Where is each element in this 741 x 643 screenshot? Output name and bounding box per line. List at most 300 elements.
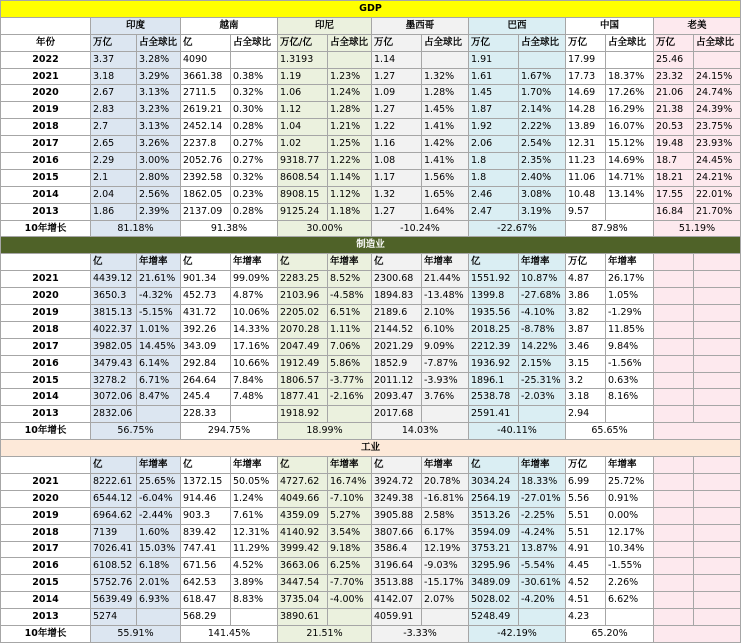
value-cell: 8908.15 [278,186,328,203]
value-cell [694,609,741,626]
value-cell: 4359.09 [278,507,328,524]
value-cell: 2.39% [137,203,181,220]
growth-value: -10.24% [372,220,469,237]
value-cell: -16.81% [422,490,469,507]
value-cell: 264.64 [181,372,231,389]
value-cell: 6544.12 [91,490,137,507]
value-cell: 3489.09 [469,575,519,592]
value-cell [137,406,181,423]
value-cell: 1.11% [328,321,372,338]
value-cell: 2452.14 [181,119,231,136]
value-cell: 1.28% [328,102,372,119]
value-cell: 7026.41 [91,541,137,558]
column-header: 亿 [91,457,137,474]
value-cell: 1.60% [137,524,181,541]
growth-value: 14.03% [372,423,469,440]
value-cell [654,372,694,389]
value-cell: 343.09 [181,338,231,355]
value-cell: -1.55% [606,558,654,575]
value-cell: 23.75% [694,119,741,136]
growth-value [654,423,741,440]
value-cell: 1.42% [422,136,469,153]
year-cell: 2016 [1,153,91,170]
mfg-column-header-row [1,254,741,271]
value-cell: 901.34 [181,271,231,288]
value-cell: 3890.61 [278,609,328,626]
value-cell: -7.10% [328,490,372,507]
value-cell: 914.46 [181,490,231,507]
value-cell: 18.33% [519,473,566,490]
value-cell: 13.89 [566,119,606,136]
value-cell: 6.71% [137,372,181,389]
column-header: 占全球比 [694,34,741,51]
value-cell: -4.32% [137,288,181,305]
value-cell: 1.27 [372,203,422,220]
growth-value: -40.11% [469,423,566,440]
year-cell: 2015 [1,169,91,186]
column-header: 亿 [181,457,231,474]
value-cell: 20.78% [422,473,469,490]
value-cell: 10.48 [566,186,606,203]
column-header: 亿 [372,254,422,271]
value-cell: 6.51% [328,305,372,322]
value-cell: 1.22% [328,153,372,170]
value-cell: 3815.13 [91,305,137,322]
value-cell: 3249.38 [372,490,422,507]
value-cell: 1806.57 [278,372,328,389]
value-cell: 1.41% [422,153,469,170]
value-cell: 12.17% [606,524,654,541]
value-cell: 21.44% [422,271,469,288]
value-cell: 4439.12 [91,271,137,288]
mfg-row [1,338,741,355]
value-cell: 671.56 [181,558,231,575]
value-cell: 3.28% [137,51,181,68]
value-cell: 24.39% [694,102,741,119]
mfg-section-title [1,237,741,254]
value-cell: 4140.92 [278,524,328,541]
value-cell: 2.58% [422,507,469,524]
value-cell: 0.27% [231,136,278,153]
value-cell: 1862.05 [181,186,231,203]
value-cell: 1372.15 [181,473,231,490]
value-cell [654,490,694,507]
value-cell [654,592,694,609]
value-cell [519,406,566,423]
year-cell: 2017 [1,541,91,558]
value-cell: 9318.77 [278,153,328,170]
value-cell: 7.06% [328,338,372,355]
gdp-row [1,186,741,203]
value-cell: 2093.47 [372,389,422,406]
column-header: 占全球比 [137,34,181,51]
value-cell: 2212.39 [469,338,519,355]
year-cell: 2014 [1,389,91,406]
value-cell: 4.52% [231,558,278,575]
gdp-row [1,169,741,186]
value-cell: 6.25% [328,558,372,575]
growth-value: 55.91% [91,625,181,642]
value-cell: 6108.52 [91,558,137,575]
value-cell: 1.8 [469,153,519,170]
column-header [1,254,91,271]
value-cell: -4.58% [328,288,372,305]
year-cell: 2016 [1,355,91,372]
value-cell: 99.09% [231,271,278,288]
growth-value: -3.33% [372,625,469,642]
value-cell: 3.26% [137,136,181,153]
growth-value: 30.00% [278,220,372,237]
growth-value: 51.19% [654,220,741,237]
column-header [654,254,694,271]
value-cell: 1877.41 [278,389,328,406]
value-cell: 9.57 [566,203,606,220]
ind-section-title-label: 工业 [1,440,741,457]
value-cell: 3807.66 [372,524,422,541]
value-cell: 22.01% [694,186,741,203]
ind-row [1,609,741,626]
value-cell: 1.19 [278,68,328,85]
value-cell: 9.18% [328,541,372,558]
value-cell: 16.29% [606,102,654,119]
column-header: 占全球比 [422,34,469,51]
gdp-row [1,102,741,119]
value-cell: 2.1 [91,169,137,186]
year-cell: 2013 [1,609,91,626]
value-cell: 2.15% [519,355,566,372]
country-vietnam: 越南 [181,17,278,34]
value-cell: 10.66% [231,355,278,372]
gdp-section-title-label: GDP [1,1,741,18]
value-cell: 8608.54 [278,169,328,186]
value-cell: 2021.29 [372,338,422,355]
value-cell [654,575,694,592]
year-cell: 2019 [1,305,91,322]
value-cell: -4.00% [328,592,372,609]
value-cell [606,51,654,68]
value-cell: -27.01% [519,490,566,507]
mfg-row [1,372,741,389]
value-cell: 1.70% [519,85,566,102]
value-cell: 4090 [181,51,231,68]
year-cell: 2019 [1,102,91,119]
value-cell: 6.99 [566,473,606,490]
value-cell: 2.94 [566,406,606,423]
value-cell: -2.16% [328,389,372,406]
value-cell: 0.00% [606,507,654,524]
growth-value: 141.45% [181,625,278,642]
value-cell: -2.03% [519,389,566,406]
value-cell: 2.67 [91,85,137,102]
year-cell: 2020 [1,490,91,507]
value-cell: 1894.83 [372,288,422,305]
value-cell: 6.93% [137,592,181,609]
value-cell: -4.20% [519,592,566,609]
column-header: 亿 [278,254,328,271]
value-cell [137,609,181,626]
country-brazil: 巴西 [469,17,566,34]
gdp-section-title [1,1,741,18]
gdp-column-header-row [1,34,741,51]
value-cell: 903.3 [181,507,231,524]
ind-row [1,575,741,592]
value-cell: 1.25% [328,136,372,153]
value-cell: 1.01% [137,321,181,338]
value-cell: 3.54% [328,524,372,541]
value-cell: 3924.72 [372,473,422,490]
value-cell: 3.86 [566,288,606,305]
value-cell: 2.06 [469,136,519,153]
value-cell: 292.84 [181,355,231,372]
mfg-row [1,305,741,322]
column-header: 万亿/亿 [278,34,328,51]
mfg-row [1,389,741,406]
growth-value: 87.98% [566,220,654,237]
mfg-row [1,406,741,423]
value-cell: 1.22 [372,119,422,136]
growth-value: 65.65% [566,423,654,440]
value-cell: 2711.5 [181,85,231,102]
year-cell: 2021 [1,473,91,490]
value-cell: 3586.4 [372,541,422,558]
value-cell: 14.33% [231,321,278,338]
value-cell [422,609,469,626]
value-cell: 4142.07 [372,592,422,609]
value-cell: 5248.49 [469,609,519,626]
year-cell: 2013 [1,203,91,220]
country-india: 印度 [91,17,181,34]
value-cell: 3.23% [137,102,181,119]
value-cell: 5752.76 [91,575,137,592]
value-cell [694,575,741,592]
growth-value: 65.20% [566,625,654,642]
value-cell: 7.48% [231,389,278,406]
value-cell [694,524,741,541]
value-cell: 2047.49 [278,338,328,355]
column-header: 占全球比 [519,34,566,51]
value-cell: 452.73 [181,288,231,305]
value-cell: 3663.06 [278,558,328,575]
value-cell [654,524,694,541]
value-cell: 642.53 [181,575,231,592]
value-cell: 392.26 [181,321,231,338]
value-cell: 16.07% [606,119,654,136]
value-cell: 2.07% [422,592,469,609]
corner-cell [1,17,91,34]
value-cell: 9.84% [606,338,654,355]
country-mexico: 墨西哥 [372,17,469,34]
value-cell: 3905.88 [372,507,422,524]
value-cell [654,473,694,490]
value-cell: 1.92 [469,119,519,136]
value-cell: 3753.21 [469,541,519,558]
value-cell: 0.63% [606,372,654,389]
value-cell: 3.76% [422,389,469,406]
value-cell: 1.65% [422,186,469,203]
ind-growth-row [1,625,741,642]
value-cell: 15.03% [137,541,181,558]
year-cell: 2020 [1,85,91,102]
mfg-row [1,321,741,338]
value-cell: 3295.96 [469,558,519,575]
value-cell: 1.27 [372,68,422,85]
value-cell: 1.17 [372,169,422,186]
value-cell [422,51,469,68]
value-cell: 0.91% [606,490,654,507]
value-cell: 1.64% [422,203,469,220]
value-cell: 1.24% [231,490,278,507]
value-cell: 1.56% [422,169,469,186]
value-cell: 2.10% [422,305,469,322]
value-cell: 4.51 [566,592,606,609]
value-cell: 1912.49 [278,355,328,372]
mfg-section-title-label: 制造业 [1,237,741,254]
value-cell: 2.80% [137,169,181,186]
value-cell: -6.04% [137,490,181,507]
value-cell: 3196.64 [372,558,422,575]
column-header: 万亿 [566,254,606,271]
growth-value: 21.51% [278,625,372,642]
growth-value: 81.18% [91,220,181,237]
value-cell: 8.52% [328,271,372,288]
value-cell: 1399.8 [469,288,519,305]
value-cell: 4049.66 [278,490,328,507]
growth-value: 18.99% [278,423,372,440]
value-cell [694,305,741,322]
value-cell [328,609,372,626]
value-cell: 2070.28 [278,321,328,338]
value-cell: 618.47 [181,592,231,609]
value-cell [519,609,566,626]
value-cell: 747.41 [181,541,231,558]
growth-value: -42.19% [469,625,566,642]
value-cell [694,288,741,305]
gdp-row [1,136,741,153]
year-cell: 2015 [1,575,91,592]
value-cell: 1.24% [328,85,372,102]
growth-label: 10年增长 [1,220,91,237]
column-header: 年增率 [231,457,278,474]
value-cell: 1.21% [328,119,372,136]
value-cell [694,51,741,68]
value-cell: 2300.68 [372,271,422,288]
value-cell: 17.26% [606,85,654,102]
value-cell: 0.32% [231,85,278,102]
column-header: 年增率 [519,457,566,474]
growth-value [654,625,741,642]
value-cell: 1.12% [328,186,372,203]
value-cell: 24.74% [694,85,741,102]
year-cell: 2022 [1,51,91,68]
value-cell: 2.26% [606,575,654,592]
value-cell: 3072.06 [91,389,137,406]
value-cell: 7.61% [231,507,278,524]
value-cell: 8.16% [606,389,654,406]
value-cell: 1.16 [372,136,422,153]
value-cell: 8222.61 [91,473,137,490]
value-cell: 431.72 [181,305,231,322]
value-cell: 1.02 [278,136,328,153]
value-cell: 0.32% [231,169,278,186]
value-cell: 5639.49 [91,592,137,609]
column-header: 亿 [181,254,231,271]
gdp-row [1,51,741,68]
value-cell: 0.30% [231,102,278,119]
value-cell: 2.01% [137,575,181,592]
column-header: 占全球比 [231,34,278,51]
year-cell: 2018 [1,524,91,541]
value-cell: 245.4 [181,389,231,406]
value-cell: 2.04 [91,186,137,203]
column-header: 年增率 [328,457,372,474]
mfg-row [1,355,741,372]
value-cell: 2564.19 [469,490,519,507]
value-cell [694,271,741,288]
value-cell: 14.28 [566,102,606,119]
column-header: 占全球比 [328,34,372,51]
value-cell: 1.45% [422,102,469,119]
value-cell: 3.46 [566,338,606,355]
value-cell [654,321,694,338]
value-cell: 2.54% [519,136,566,153]
value-cell: -30.61% [519,575,566,592]
value-cell: 1.14% [328,169,372,186]
value-cell: 2.22% [519,119,566,136]
value-cell: -4.10% [519,305,566,322]
column-header: 年增率 [606,457,654,474]
growth-label: 10年增长 [1,625,91,642]
value-cell: 19.48 [654,136,694,153]
value-cell: 24.21% [694,169,741,186]
value-cell: 3594.09 [469,524,519,541]
value-cell [654,305,694,322]
value-cell: 1.91 [469,51,519,68]
value-cell [231,51,278,68]
value-cell: 11.06 [566,169,606,186]
value-cell: 1.45 [469,85,519,102]
ind-row [1,473,741,490]
value-cell: -15.17% [422,575,469,592]
value-cell: 0.28% [231,203,278,220]
column-header: 亿 [372,457,422,474]
column-header: 亿 [469,457,519,474]
value-cell: 3.15 [566,355,606,372]
value-cell: 2832.06 [91,406,137,423]
value-cell: 14.69% [606,153,654,170]
value-cell [694,389,741,406]
value-cell [654,271,694,288]
value-cell: 3513.88 [372,575,422,592]
column-header: 年增率 [137,254,181,271]
value-cell [654,507,694,524]
value-cell: 9.09% [422,338,469,355]
value-cell: 4.87 [566,271,606,288]
value-cell: 1.12 [278,102,328,119]
value-cell [694,490,741,507]
value-cell: 3.2 [566,372,606,389]
value-cell [519,51,566,68]
column-header [694,254,741,271]
value-cell: 839.42 [181,524,231,541]
growth-value: 56.75% [91,423,181,440]
value-cell [654,541,694,558]
value-cell: 0.38% [231,68,278,85]
value-cell: 18.7 [654,153,694,170]
year-cell: 2013 [1,406,91,423]
value-cell: 2.46 [469,186,519,203]
value-cell: 11.85% [606,321,654,338]
value-cell: 2.65 [91,136,137,153]
